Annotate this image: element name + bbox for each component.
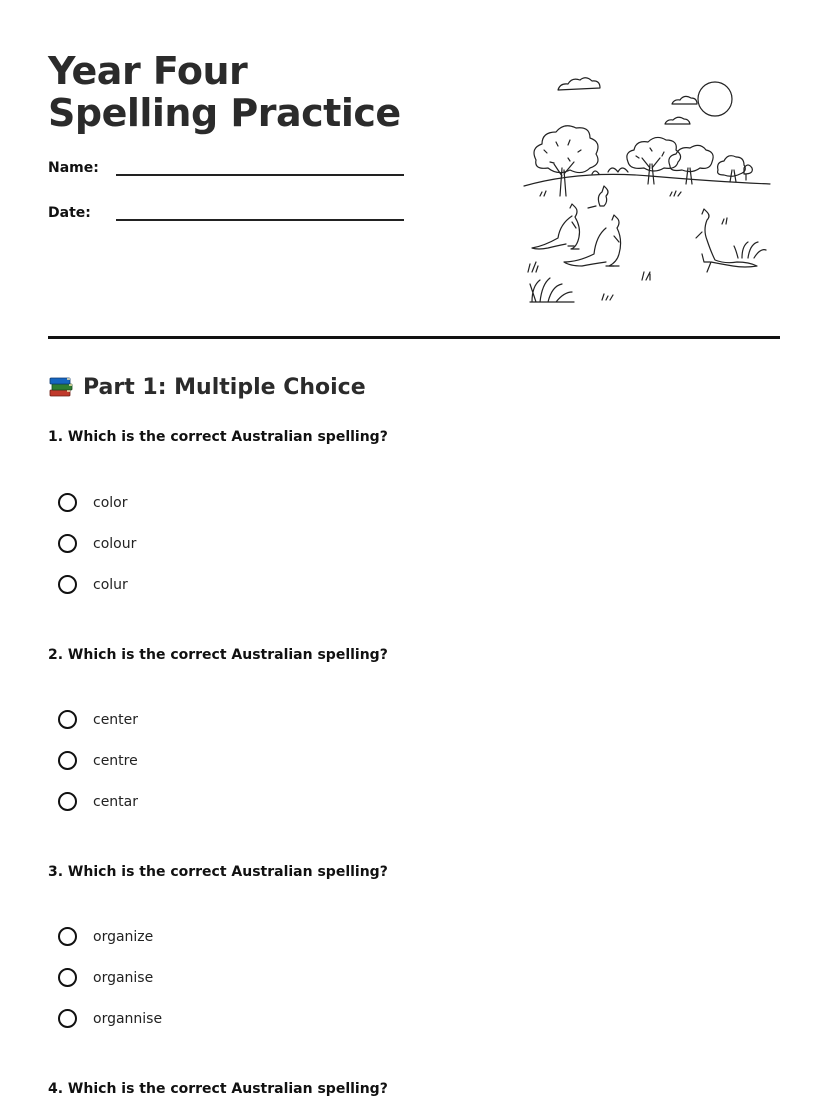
question-4 [48,1081,748,1105]
worksheet-header [48,49,408,221]
option-label: organnise [93,1010,163,1027]
tree-icon [534,126,598,196]
option-colour[interactable] [58,534,136,553]
tree-icon [718,156,753,182]
radio-button[interactable] [58,493,77,512]
question-text: 3. Which is the correct Australian spelling? [48,864,388,880]
option-label: colur [93,576,128,593]
question-2 [48,647,748,827]
option-center[interactable] [58,710,138,729]
sun-icon [698,82,732,116]
date-field[interactable] [48,205,404,221]
cloud-icon [558,78,600,90]
radio-button[interactable] [58,1009,77,1028]
question-text: 1. Which is the correct Australian spelling? [48,429,388,445]
radio-button[interactable] [58,968,77,987]
grass-icon [530,278,574,302]
books-icon [48,374,74,400]
date-line[interactable] [116,205,404,221]
name-field[interactable] [48,160,404,176]
radio-button[interactable] [58,927,77,946]
option-color[interactable] [58,493,127,512]
option-organnise[interactable] [58,1009,162,1028]
option-label: centre [93,752,138,769]
option-label: colour [93,535,137,552]
option-organise[interactable] [58,968,153,987]
option-organize[interactable] [58,927,153,946]
name-line[interactable] [116,160,404,176]
question-1 [48,429,748,609]
section-title-part-1 [48,374,366,400]
radio-button[interactable] [58,751,77,770]
option-centre[interactable] [58,751,138,770]
option-label: organize [93,928,154,945]
name-label: Name: [48,160,99,176]
option-colur[interactable] [58,575,128,594]
option-centar[interactable] [58,792,138,811]
option-label: center [93,711,139,728]
cloud-icon [672,96,697,104]
section-title-text: Part 1: Multiple Choice [83,374,366,400]
grass-icon [734,242,766,258]
radio-button[interactable] [58,534,77,553]
cloud-icon [665,117,690,124]
radio-button[interactable] [58,710,77,729]
radio-button[interactable] [58,575,77,594]
option-label: color [93,494,128,511]
option-label: centar [93,793,139,810]
question-text: 4. Which is the correct Australian spelling? [48,1081,388,1097]
worksheet-title: Year Four Spelling Practice [48,49,401,135]
option-label: organise [93,969,154,986]
kangaroo-icon [532,204,580,249]
section-divider [48,336,780,339]
outback-kangaroo-illustration [520,72,775,308]
tree-icon [627,137,681,184]
radio-button[interactable] [58,792,77,811]
date-label: Date: [48,205,91,221]
question-text: 2. Which is the correct Australian spelling? [48,647,388,663]
question-3 [48,864,748,1044]
